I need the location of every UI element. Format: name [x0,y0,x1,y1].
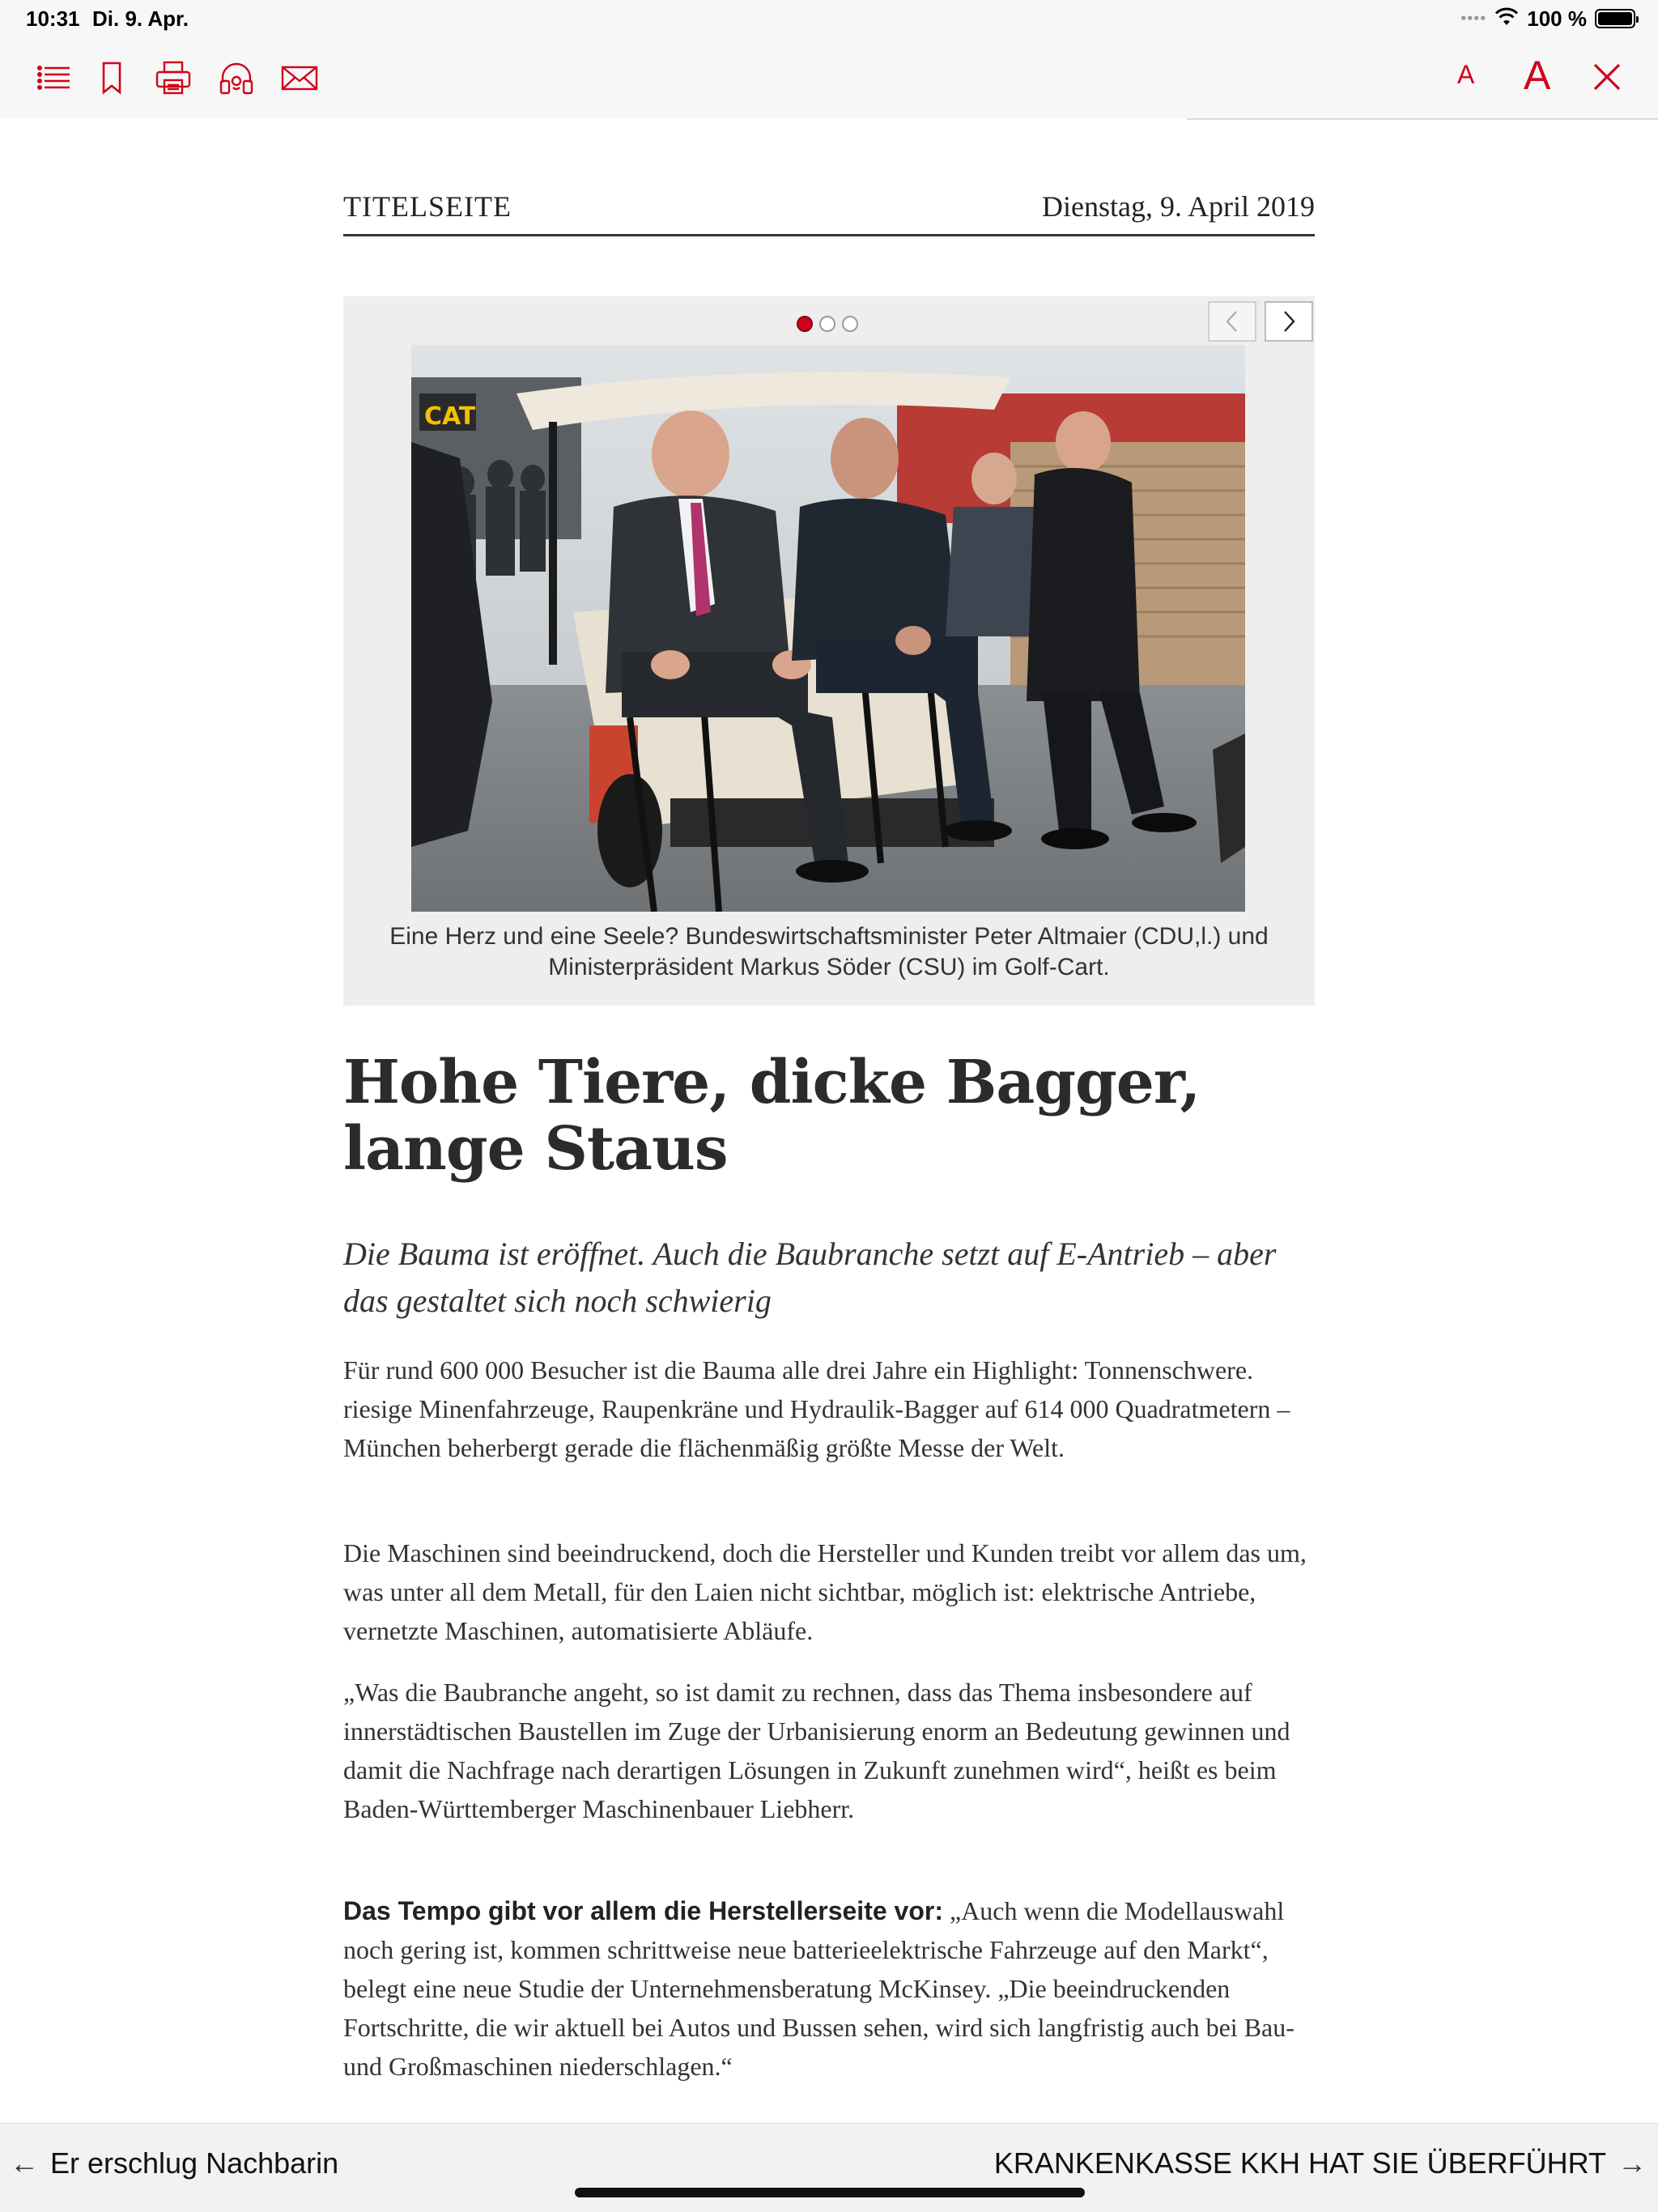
paragraph-text: „Auch wenn die Modellauswahl noch gering ist, kommen schrittweise neue batterieelektrische Fahrzeuge auf den Markt“, belegt eine neue Studie der Unternehmensberatung McKinsey. „Die beeindruckenden Fortschritte, die wir aktuell bei Autos und Bussen sehen, wird sich langfristig auch bei Bau- und Großmaschinen niederschlagen.“ [343,1896,1295,2081]
article-teaser: Die Bauma ist eröffnet. Auch die Baubranche setzt auf E-Antrieb – aber das gestaltet sich noch schwierig [343,1236,1277,1319]
battery-fill [1598,12,1632,25]
chevron-right-icon [1279,308,1299,334]
article-date: Dienstag, 9. April 2019 [1042,190,1315,223]
gallery-dot-2[interactable] [819,316,835,332]
previous-article-title: Er erschlug Nachbarin [50,2146,339,2180]
paragraph-lead: Das Tempo gibt vor allem die Herstellerseite vor: [343,1896,943,1925]
article-paragraph: Für rund 600 000 Besucher ist die Bauma alle drei Jahre ein Highlight: Tonnenschwere. riesige Minenfahrzeuge, Raupenkräne und Hydraulik-Bagger auf 614 000 Quadratmetern – München beherbergt gerade die flächenmäßig größte Messe der Welt. [343,1355,1290,1462]
close-icon[interactable] [1588,58,1626,96]
image-gallery[interactable] [343,296,1315,1006]
gallery-next-button[interactable] [1265,301,1313,342]
increase-font-button[interactable]: A [1524,53,1551,98]
gallery-dot-1[interactable] [797,316,813,332]
status-bar [0,0,1658,37]
home-indicator[interactable] [575,2188,1085,2197]
article-photo[interactable] [411,345,1245,912]
mail-icon[interactable] [278,57,321,99]
photo-golf-cart [411,345,1245,912]
status-time: 10:31 [26,6,80,31]
article-header [343,188,1315,236]
arrow-right-icon: → [1618,2146,1647,2180]
section-label: TITELSEITE [343,190,512,223]
toolbar-divider [1187,118,1658,120]
article-headline: Hohe Tiere, dicke Bagger, lange Staus [343,1048,1201,1184]
gallery-pagination [797,316,858,332]
signal-icon: •••• [1460,9,1487,28]
battery-percent: 100 % [1527,6,1587,31]
status-date: Di. 9. Apr. [92,6,189,31]
next-article-title: KRANKENKASSE KKH HAT SIE ÜBERFÜHRT [993,2146,1606,2180]
gallery-dot-3[interactable] [842,316,858,332]
svg-text:CAT: CAT [424,402,476,431]
wifi-icon [1494,7,1519,31]
article-paragraph: Die Maschinen sind beeindruckend, doch die Hersteller und Kunden treibt vor allem das um, was unter all dem Metall, für den Laien nicht sichtbar, möglich ist: elektrische Antriebe, vernetzte Maschinen, automatisierte Abläufe. [343,1538,1307,1645]
battery-icon [1595,9,1635,28]
article-navigation [0,2123,1658,2212]
decrease-font-button[interactable]: A [1457,60,1475,89]
chevron-left-icon [1222,308,1242,334]
status-right [1460,5,1635,32]
arrow-left-icon: ← [10,2146,39,2180]
photo-caption: Eine Herz und eine Seele? Bundeswirtschaftsminister Peter Altmaier (CDU,l.) und Ministerpräsident Markus Söder (CSU) im Golf-Cart. [389,923,1269,981]
list-icon[interactable] [32,57,74,99]
gallery-prev-button[interactable] [1208,301,1256,342]
article-paragraph: „Was die Baubranche angeht, so ist damit zu rechnen, dass das Thema insbesondere auf innerstädtischen Baustellen im Zuge der Urbanisierung enorm an Bedeutung gewinnen und damit die Nachfrage nach derartigen Lösungen in Zukunft zunehmen wird“, heißt es beim Baden-Württemberger Maschinenbauer Liebherr. [343,1678,1290,1823]
article-meta [343,188,1315,236]
headphones-icon[interactable] [215,57,257,99]
next-article-link[interactable] [994,2146,1647,2180]
print-icon[interactable] [152,57,194,99]
bookmark-icon[interactable] [91,57,133,99]
previous-article-link[interactable] [10,2146,338,2180]
article-paragraph [343,1891,1323,2086]
